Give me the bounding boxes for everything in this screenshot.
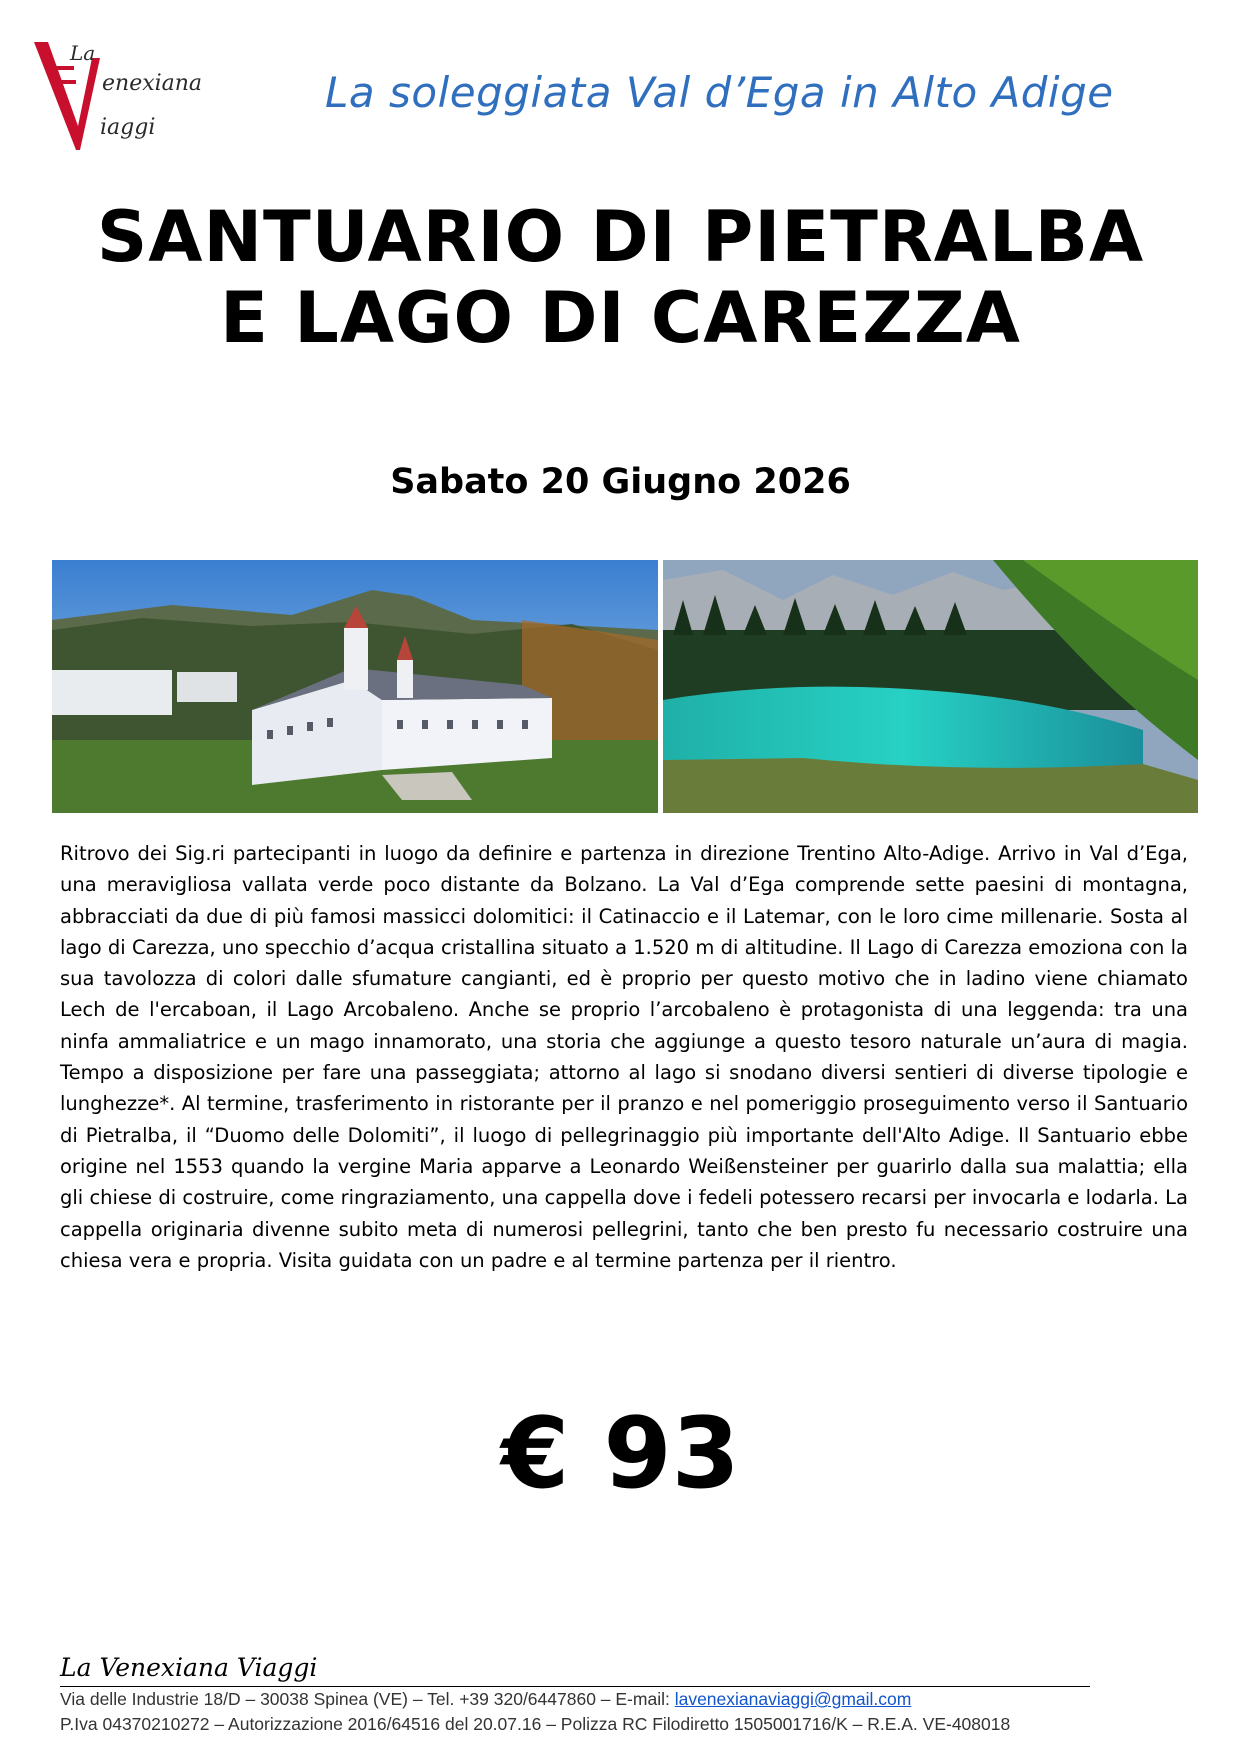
logo-line3: iaggi	[100, 115, 156, 140]
price: € 93	[501, 1397, 740, 1511]
footer-divider	[60, 1686, 1090, 1687]
santuario-pietralba-photo	[52, 560, 658, 813]
itinerary-description: Ritrovo dei Sig.ri partecipanti in luogo da definire e partenza in direzione Trentino Alto-Adige. Arrivo in Val d’Ega, una meravigliosa vallata verde poco distante da Bolzano. La Val d’Ega comprende sette paesini di montagna, abbracciati da due di più famosi massicci dolomitici: il Catinaccio e il Latemar, con le loro cime millenarie. Sosta al lago di Carezza, uno specchio d’acqua cristallina situato a 1.520 m di altitudine. Il Lago di Carezza emoziona con la sua tavolozza di colori dalle sfumature cangianti, ed è proprio per questo motivo che in ladino viene chiamato Lech de l'ercaboan, il Lago Arcobaleno. Anche se proprio l’arcobaleno è protagonista di una leggenda: tra una ninfa ammaliatrice e un mago innamorato, una storia che aggiunge a questo tesoro naturale un’aura di magia. Tempo a disposizione per fare una passeggiata; attorno al lago si snodano diversi sentieri di diverse tipologie e lunghezze*. Al termine, trasferimento in ristorante per il pranzo e nel pomeriggio proseguimento verso il Santuario di Pietralba, il “Duomo delle Dolomiti”, il luogo di pellegrinaggio più importante dell'Alto Adige. Il Santuario ebbe origine nel 1553 quando la vergine Maria apparve a Leonardo Weißensteiner per guarirlo dalla sua malattia; ella gli chiese di costruire, come ringraziamento, una cappella dove i fedeli potessero recarsi per invocarla e lodarla. La cappella originaria divenne subito meta di numerosi pellegrini, tanto che ben presto fu necessario costruire una chiesa vera e propria. Visita guidata con un padre e al termine partenza per il rientro.	[60, 842, 1188, 1272]
header-tagline: La soleggiata Val d’Ega in Alto Adige	[325, 68, 1114, 117]
lago-carezza-photo	[663, 560, 1198, 813]
footer-legal: P.Iva 04370210272 – Autorizzazione 2016/64516 del 20.07.16 – Polizza RC Filodiretto 1505001716/K – R.E.A. VE-408018	[60, 1714, 1011, 1734]
footer-email-link[interactable]: lavenexianaviaggi@gmail.com	[674, 1689, 912, 1709]
title-line-2: E LAGO DI CAREZZA	[220, 277, 1021, 359]
event-date: Sabato 20 Giugno 2026	[390, 462, 851, 502]
title-line-1: SANTUARIO DI PIETRALBA	[96, 196, 1145, 278]
footer-address-text: Via delle Industrie 18/D – 30038 Spinea (VE) – Tel. +39 320/6447860 – E-mail:	[60, 1689, 675, 1709]
venexiana-logo-graphic	[30, 38, 250, 156]
footer-address	[60, 1689, 1190, 1710]
footer-brand: La Venexiana Viaggi	[60, 1653, 318, 1682]
logo-line2: enexiana	[102, 71, 203, 96]
company-logo	[30, 38, 250, 156]
logo-line1: La	[70, 41, 96, 65]
